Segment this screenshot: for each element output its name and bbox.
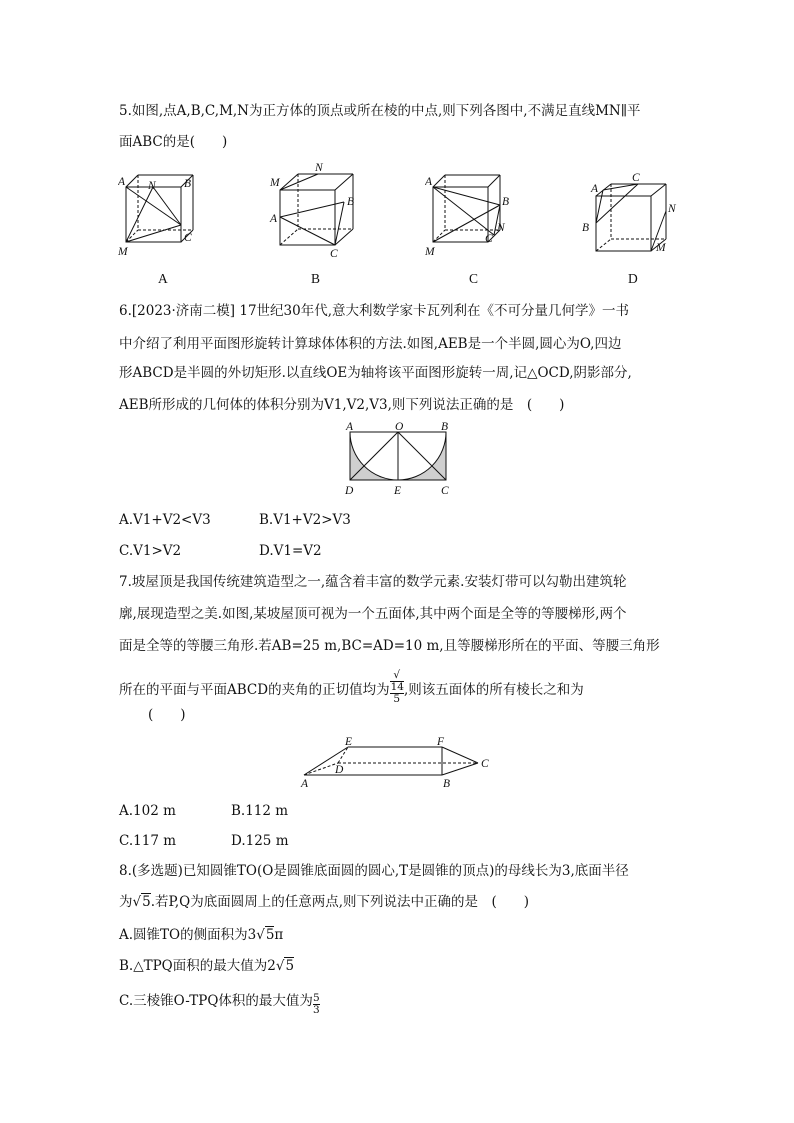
svg-text:F: F <box>437 736 445 748</box>
svg-text:E: E <box>394 485 402 497</box>
q7-line-3: 面是全等的等腰三角形.若AB=25 m,BC=AD=10 m,且等腰梯形所在的平面、等腰三角形 <box>119 638 660 654</box>
svg-text:B: B <box>582 222 590 234</box>
q7-option-d: D.125 m <box>231 833 289 849</box>
q8-option-c-fraction <box>313 993 320 1016</box>
svg-text:B: B <box>443 778 451 790</box>
svg-text:B: B <box>502 196 510 208</box>
q7-line-4-pre: 所在的平面与平面ABCD的夹角的正切值均为 <box>119 682 390 698</box>
svg-text:N: N <box>148 180 156 192</box>
svg-text:D: D <box>345 485 354 497</box>
q7-fraction-denominator: 5 <box>393 693 401 705</box>
q5-option-label-d: D <box>628 271 638 286</box>
svg-text:A: A <box>591 183 599 195</box>
q7-line-2: 廓,展现造型之美.如图,某坡屋顶可视为一个五面体,其中两个面是全等的等腰梯形,两个 <box>119 606 627 622</box>
svg-text:N: N <box>315 162 323 174</box>
svg-text:A: A <box>270 213 278 225</box>
q5-line-1: 5.如图,点A,B,C,M,N为正方体的顶点或所在棱的中点,则下列各图中,不满足直线MN∥平 <box>119 103 641 119</box>
q8-option-c-pre: C.三棱锥O-TPQ体积的最大值为 <box>119 993 313 1009</box>
q7-line-1: 7.坡屋顶是我国传统建筑造型之一,蕴含着丰富的数学元素.安装灯带可以勾勒出建筑轮 <box>119 574 627 590</box>
q8-option-a-radical: 5 <box>265 927 275 943</box>
svg-text:M: M <box>118 246 128 258</box>
q6-option-a: A.V1+V2<V3 <box>119 512 211 528</box>
q7-option-a: A.102 m <box>119 803 176 819</box>
svg-text:A: A <box>301 778 309 790</box>
q5-figure-d <box>578 168 678 260</box>
svg-text:O: O <box>395 421 404 433</box>
q8-option-a-post: π <box>274 927 284 943</box>
svg-text:B: B <box>441 421 449 433</box>
svg-text:A: A <box>346 421 354 433</box>
svg-text:D: D <box>335 764 344 776</box>
svg-text:M: M <box>270 177 280 189</box>
svg-text:E: E <box>345 736 353 748</box>
svg-text:C: C <box>632 172 640 184</box>
q7-option-c: C.117 m <box>119 833 176 849</box>
q6-line-2: 中介绍了利用平面图形旋转计算球体体积的方法.如图,AEB是一个半圆,圆心为O,四边 <box>119 336 622 352</box>
q7-line-4 <box>119 670 584 705</box>
q5-option-label-a: A <box>158 271 168 286</box>
svg-text:B: B <box>347 196 355 208</box>
q7-line-4-post: ,则该五面体的所有棱长之和为 <box>403 682 584 698</box>
svg-text:N: N <box>497 222 505 234</box>
svg-text:C: C <box>330 248 338 260</box>
svg-text:C: C <box>485 233 493 245</box>
q6-line-4: AEB所形成的几何体的体积分别为V1,V2,V3,则下列说法正确的是 ( ) <box>119 397 565 413</box>
svg-text:C: C <box>184 232 192 244</box>
svg-text:N: N <box>668 203 676 215</box>
q8-option-b-radical: 5 <box>285 958 295 974</box>
q8-line-1: 8.(多选题)已知圆锥TO(O是圆锥底面圆的圆心,T是圆锥的顶点)的母线长为3,底面半径 <box>119 863 629 879</box>
svg-text:C: C <box>481 758 489 770</box>
svg-text:M: M <box>656 242 666 254</box>
q8-option-a: A.圆锥TO的侧面积为3√5π <box>119 927 284 943</box>
q6-option-d: D.V1=V2 <box>259 543 322 559</box>
q8-line-2: 为√5.若P,Q为底面圆周上的任意两点,则下列说法中正确的是 ( ) <box>119 894 530 910</box>
q8-option-b-pre: B.△TPQ面积的最大值为2 <box>119 958 276 974</box>
q5-line-2: 面ABC的是( ) <box>119 134 228 150</box>
q5-figure-a <box>118 165 200 260</box>
q7-fraction: √ 14 5 <box>390 669 404 705</box>
q8-option-c-numerator: 5 <box>312 992 320 1004</box>
q6-line-3: 形ABCD是半圆的外切矩形.以直线OE为轴将该平面图形旋转一周,记△OCD,阴影部分, <box>119 365 632 381</box>
q8-line-2-post: .若P,Q为底面圆周上的任意两点,则下列说法中正确的是 ( ) <box>150 894 530 910</box>
svg-text:B: B <box>184 178 192 190</box>
q8-option-c-denominator: 3 <box>312 1004 320 1016</box>
q7-option-b: B.112 m <box>231 803 289 819</box>
q5-figure-c <box>425 165 517 260</box>
q8-option-a-pre: A.圆锥TO的侧面积为3 <box>119 927 257 943</box>
q8-radical: 5 <box>142 894 151 910</box>
q7-figure <box>298 733 498 791</box>
q7-line-5: ( ) <box>148 707 186 723</box>
q6-line-1: 6.[2023·济南二模] 17世纪30年代,意大利数学家卡瓦列利在《不可分量几何学》一书 <box>119 303 629 319</box>
svg-text:M: M <box>425 246 435 258</box>
svg-text:C: C <box>441 485 449 497</box>
q5-option-label-b: B <box>311 271 321 286</box>
q8-option-b: B.△TPQ面积的最大值为2√5 <box>119 958 295 974</box>
q8-option-c <box>119 992 320 1016</box>
q6-option-c: C.V1>V2 <box>119 543 182 559</box>
svg-text:A: A <box>118 176 126 188</box>
q8-line-2-pre: 为 <box>119 894 133 910</box>
svg-text:A: A <box>425 176 433 188</box>
q7-fraction-numerator: 14 <box>390 681 404 693</box>
q6-figure <box>340 420 460 502</box>
q6-option-b: B.V1+V2>V3 <box>259 512 351 528</box>
q5-figure-b <box>268 162 360 260</box>
q5-option-label-c: C <box>469 271 479 286</box>
